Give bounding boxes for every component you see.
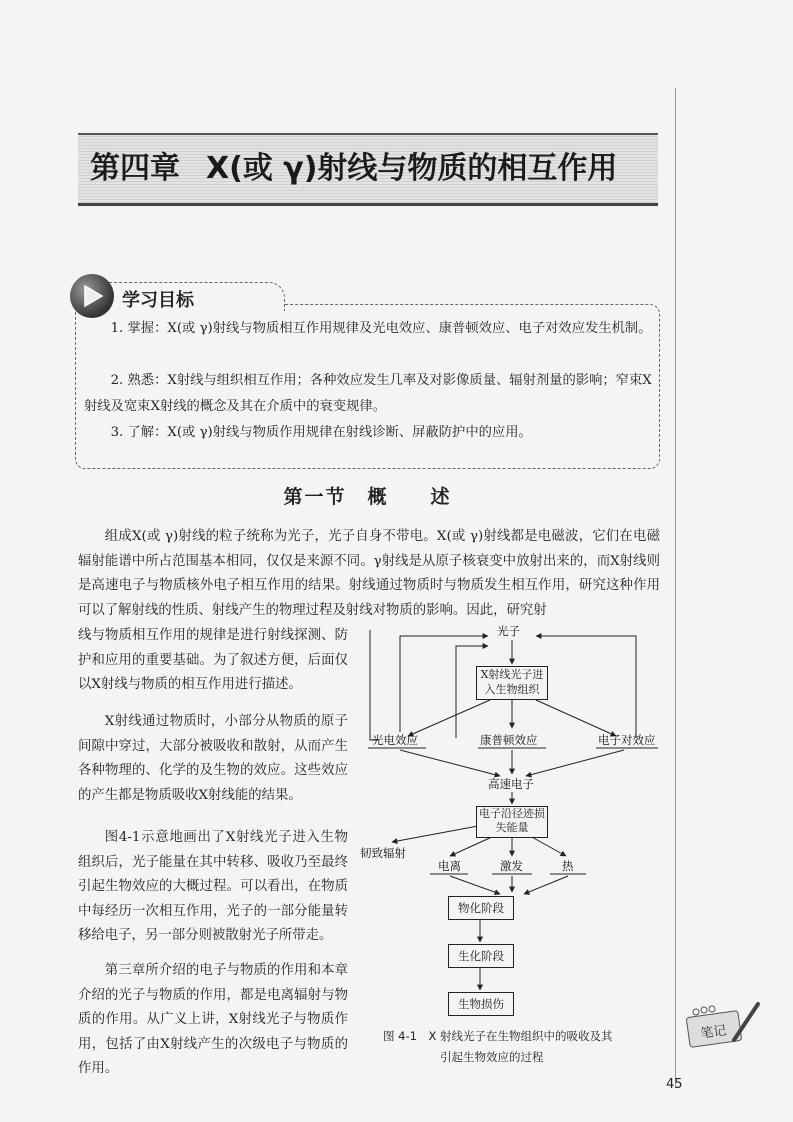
- notes-icon: [684, 1000, 764, 1054]
- paragraph: X射线通过物质时，小部分从物质的原子间隙中穿过，大部分被吸收和散射，从而产生各种物理的、化学的及生物的效应。这些效应的产生都是物质吸收X射线能的结果。: [78, 714, 348, 803]
- diagram-ionization: 电离: [438, 859, 461, 873]
- paragraph: 线与物质相互作用的规律是进行射线探测、防护和应用的重要基础。为了叙述方便，后面仅以X射线与物质的相互作用进行描述。: [78, 628, 348, 693]
- section-title: 第一节 概 述: [283, 486, 452, 508]
- figure-caption-line2: 引起生物效应的过程: [440, 1050, 544, 1064]
- diagram-physchem-box: 物化阶段: [448, 896, 514, 920]
- diagram-photoelectric: 光电效应: [372, 733, 418, 747]
- diagram-excitation: 激发: [500, 859, 523, 873]
- objective-item: 1. 掌握：X(或 γ)射线与物质相互作用规律及光电效应、康普顿效应、电子对效应发生机制。: [110, 321, 652, 336]
- paragraph: 第三章所介绍的电子与物质的作用和本章介绍的光子与物质的作用，都是电离辐射与物质的作用。从广义上讲，X射线光子与物质作用，包括了由X射线产生的次级电子与物质的作用。: [78, 963, 348, 1077]
- diagram-compton: 康普顿效应: [480, 733, 538, 747]
- flow-diagram: [360, 620, 660, 1038]
- diagram-heat: 热: [562, 859, 574, 873]
- play-icon: [70, 274, 114, 318]
- diagram-energy-loss-box: 电子沿径迹损失能量: [476, 806, 548, 838]
- objective-item: 2. 熟悉：X射线与组织相互作用；各种效应发生几率及对影像质量、辐射剂量的影响；窄束X射线及宽束X射线的概念及其在介质中的衰变规律。: [84, 373, 652, 414]
- objective-item: 3. 了解：X(或 γ)射线与物质作用规律在射线诊断、屏蔽防护中的应用。: [110, 425, 532, 440]
- diagram-biochem-box: 生化阶段: [448, 944, 514, 968]
- diagram-photon: 光子: [497, 624, 520, 638]
- chapter-title: [90, 143, 617, 187]
- diagram-damage-box: 生物损伤: [448, 992, 514, 1016]
- diagram-pair-production: 电子对效应: [598, 733, 656, 747]
- paragraph: 图4-1示意地画出了X射线光子进入生物组织后，光子能量在其中转移、吸收乃至最终引起生物效应的大概过程。可以看出，在物质中每经历一次相互作用，光子的一部分能量转移给电子，另一部分则被散射光子所带走。: [78, 830, 348, 944]
- diagram-bremsstrahlung: 韧致辐射: [360, 846, 406, 860]
- diagram-fast-electron: 高速电子: [488, 777, 534, 791]
- notes-icon-label: 笔记: [699, 1023, 728, 1042]
- chapter-number: 第四章: [90, 151, 180, 186]
- margin-rule: [675, 88, 676, 1088]
- page-number: 45: [666, 1077, 683, 1092]
- objectives-title: 学习目标: [122, 290, 194, 311]
- figure-caption-line1: 图 4-1 X 射线光子在生物组织中的吸收及其: [383, 1029, 613, 1043]
- chapter-name: X(或 γ)射线与物质的相互作用: [206, 151, 618, 186]
- diagram-entry-box: X射线光子进入生物组织: [476, 666, 548, 700]
- paragraph: 组成X(或 γ)射线的粒子统称为光子，光子自身不带电。X(或 γ)射线都是电磁波，它们在电磁辐射能谱中所占范围基本相同，仅仅是来源不同。γ射线是从原子核衰变中放射出来的，而X射线则是高速电子与物质核外电子相互作用的结果。射线通过物质时与物质发生相互作用，研究这种作用可以了解射线的性质、射线产生的物理过程及射线对物质的影响。因此，研究射: [78, 529, 660, 618]
